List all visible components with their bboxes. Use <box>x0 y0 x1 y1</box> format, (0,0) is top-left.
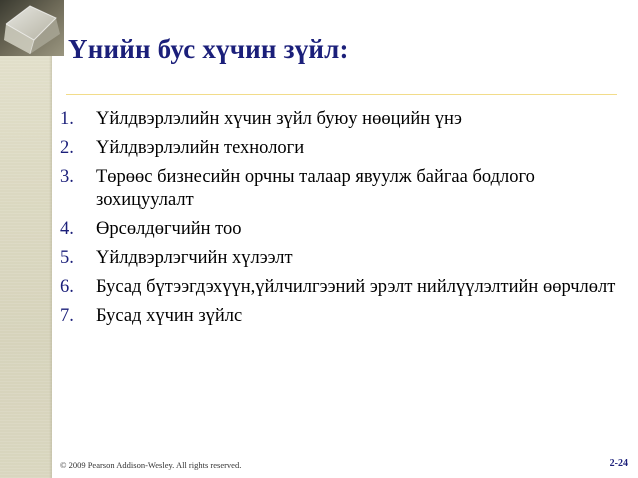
list-item <box>60 108 620 131</box>
list-item-text: Үйлдвэрлэлийн технологи <box>96 138 305 158</box>
side-band-decoration <box>0 0 52 478</box>
list-item-text: Үйлдвэрлэлийн хүчин зүйл буюу нөөцийн үнэ <box>96 109 462 129</box>
list-item <box>60 276 620 299</box>
list-item <box>60 247 620 270</box>
list-item-text: Өрсөлдөгчийн тоо <box>96 219 242 239</box>
list-item-number: 7. <box>60 306 74 326</box>
list-item-number: 3. <box>60 167 74 187</box>
list-item-text: Бусад хүчин зүйлс <box>96 306 243 326</box>
list-item <box>60 218 620 241</box>
title-divider <box>66 94 617 95</box>
list-item-number: 4. <box>60 219 74 239</box>
page-number: 2-24 <box>609 458 628 469</box>
list-item <box>60 166 620 212</box>
glass-cube-image <box>0 0 64 56</box>
copyright-notice: © 2009 Pearson Addison-Wesley. All rights reserved. <box>60 460 242 470</box>
list-item-number: 5. <box>60 248 74 268</box>
list-item <box>60 137 620 160</box>
list-item-text: Төрөөс бизнесийн орчны талаар явуулж байгаа бодлого зохицуулалт <box>96 167 535 210</box>
list-item-text: Бусад бүтээгдэхүүн,үйлчилгээний эрэлт нийлүүлэлтийн өөрчлөлт <box>96 277 616 297</box>
slide-title: Үнийн бус хүчин зүйл: <box>68 34 349 64</box>
list-item-number: 6. <box>60 277 74 297</box>
list-item-number: 1. <box>60 109 74 129</box>
list-item <box>60 305 620 328</box>
list-item-number: 2. <box>60 138 74 158</box>
list-item-text: Үйлдвэрлэгчийн хүлээлт <box>96 248 293 268</box>
factor-list <box>60 108 620 334</box>
